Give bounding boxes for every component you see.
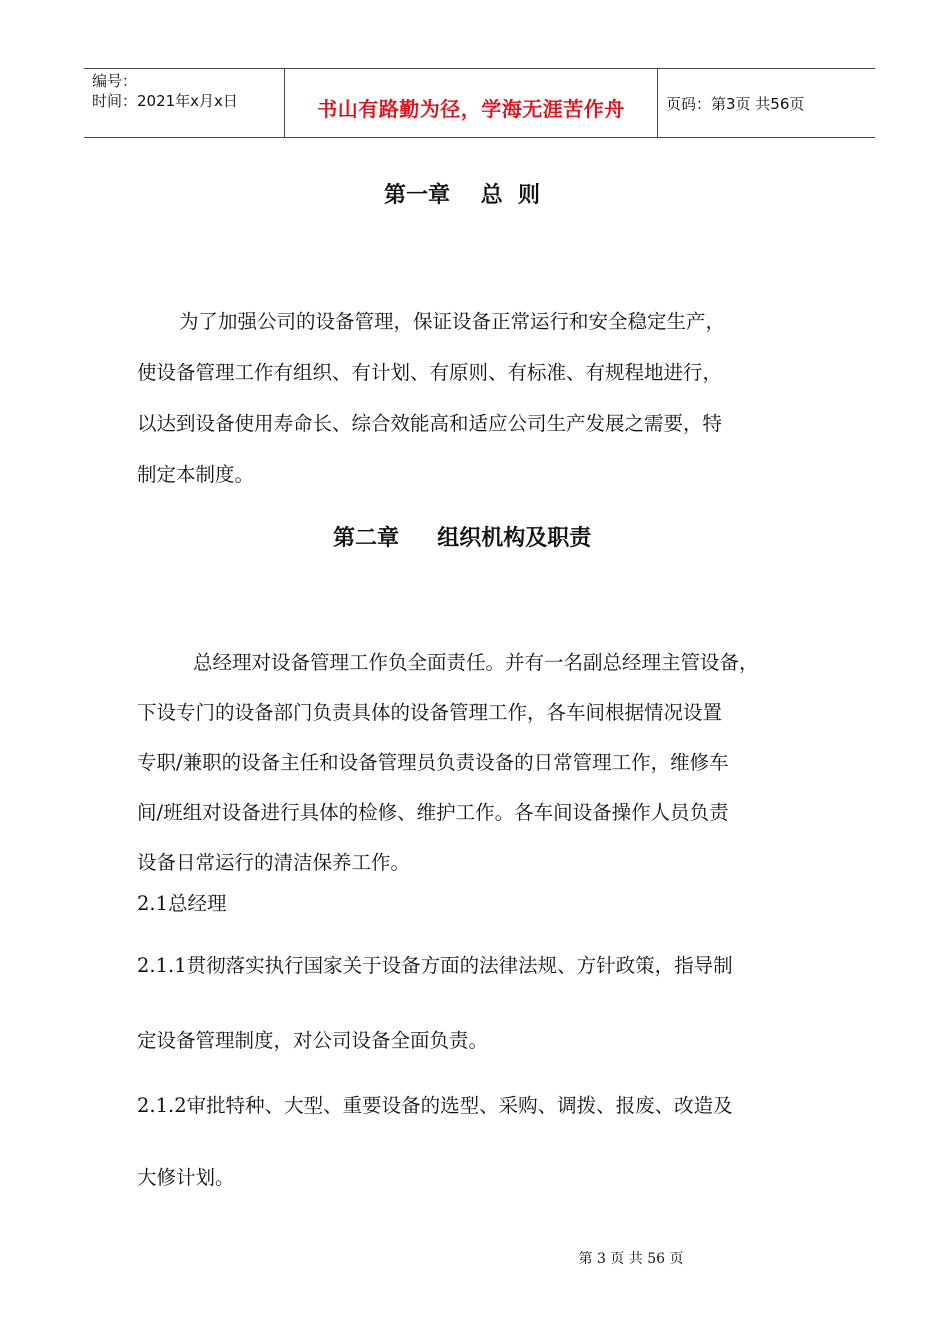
chapter-2-title: 第二章 组织机构及职责 xyxy=(333,526,592,551)
item-2-1-1-line-2: 定设备管理制度，对公司设备全面负责。 xyxy=(137,1029,489,1052)
page-header xyxy=(84,68,875,138)
header-motto-cell xyxy=(285,69,658,137)
document-number: 编号： xyxy=(92,72,138,90)
chapter-1-paragraph xyxy=(137,296,837,500)
item-2-1-2-line-1: 2.1.2审批特种、大型、重要设备的选型、采购、调拨、报废、改造及 xyxy=(137,1094,733,1117)
paragraph-line: 设备日常运行的清洁保养工作。 xyxy=(137,851,411,874)
paragraph-line: 专职/兼职的设备主任和设备管理员负责设备的日常管理工作，维修车 xyxy=(137,751,729,774)
section-2-1-heading: 2.1总经理 xyxy=(137,892,227,915)
item-2-1-2-line-2: 大修计划。 xyxy=(137,1166,235,1189)
header-motto: 书山有路勤为径，学海无涯苦作舟 xyxy=(317,96,625,121)
paragraph-line: 间/班组对设备进行具体的检修、维护工作。各车间设备操作人员负责 xyxy=(137,801,729,824)
paragraph-line: 下设专门的设备部门负责具体的设备管理工作，各车间根据情况设置 xyxy=(137,701,723,724)
header-page-code: 页码：第3页 共56页 xyxy=(666,94,805,113)
paragraph-line: 总经理对设备管理工作负全面责任。并有一名副总经理主管设备， xyxy=(193,651,759,674)
paragraph-line: 制定本制度。 xyxy=(137,463,255,486)
header-meta-cell xyxy=(84,69,285,137)
paragraph-line: 使设备管理工作有组织、有计划、有原则、有标准、有规程地进行， xyxy=(137,361,723,384)
chapter-1-title: 第一章 总 则 xyxy=(384,183,540,208)
paragraph-line: 以达到设备使用寿命长、综合效能高和适应公司生产发展之需要，特 xyxy=(137,412,723,435)
item-2-1-1-line-1: 2.1.1贯彻落实执行国家关于设备方面的法律法规、方针政策，指导制 xyxy=(137,954,733,977)
paragraph-line: 为了加强公司的设备管理，保证设备正常运行和安全稳定生产， xyxy=(179,310,726,333)
chapter-2-paragraph xyxy=(137,638,837,888)
header-page-cell xyxy=(658,69,875,137)
document-date: 时间：2021年x月x日 xyxy=(92,92,238,110)
page-footer: 第 3 页 共 56 页 xyxy=(578,1251,684,1267)
